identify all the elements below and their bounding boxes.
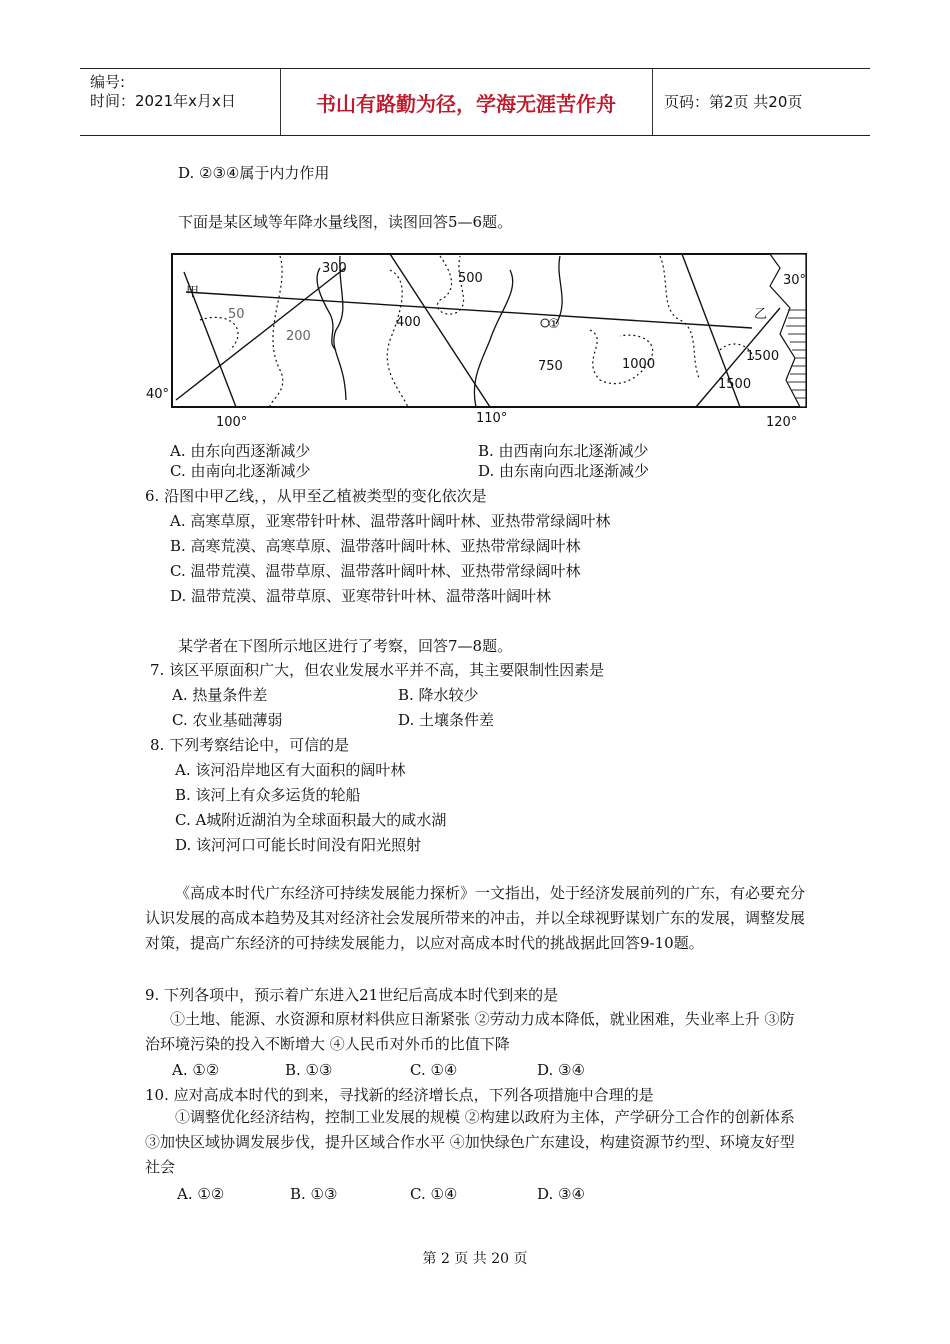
q7-option-b: B. 降水较少 bbox=[398, 686, 479, 704]
label-500: 500 bbox=[458, 271, 483, 286]
q10-option-d: D. ③④ bbox=[537, 1185, 585, 1203]
header-page-info: 页码：第2页 共20页 bbox=[664, 92, 803, 111]
label-jia: 甲 bbox=[186, 285, 200, 300]
isohyet-400b bbox=[387, 270, 408, 407]
q7-option-d: D. 土壤条件差 bbox=[398, 711, 495, 729]
q8-option-c: C. A城附近湖泊为全球面积最大的咸水湖 bbox=[175, 811, 447, 829]
q8-option-a: A. 该河沿岸地区有大面积的阔叶林 bbox=[175, 761, 406, 779]
q9-stem: 9. 下列各项中，预示着广东进入21世纪后高成本时代到来的是 bbox=[145, 986, 559, 1004]
diagonal-line-1 bbox=[176, 268, 345, 400]
page-header bbox=[80, 68, 870, 136]
label-lon120: 120° bbox=[766, 415, 798, 430]
isohyet-750 bbox=[474, 270, 512, 407]
header-meta-cell bbox=[80, 69, 281, 135]
q6-option-b: B. 高寒荒漠、高寒草原、温带落叶阔叶林、亚热带常绿阔叶林 bbox=[170, 537, 581, 555]
option-d-prev: D. ②③④属于内力作用 bbox=[178, 164, 330, 182]
header-slogan: 书山有路勤为径，学海无涯苦作舟 bbox=[316, 91, 616, 116]
q8-option-d: D. 该河河口可能长时间没有阳光照射 bbox=[175, 836, 422, 854]
passage-9-10: 《高成本时代广东经济可持续发展能力探析》一文指出，处于经济发展前列的广东，有必要充分认识发展的高成本趋势及其对经济社会发展所带来的冲击，并以全球视野谋划广东的发展，调整发展对策，提高广东经济的可持续发展能力，以应对高成本时代的挑战据此回答9-10题。 bbox=[145, 884, 806, 952]
q7-stem: 7. 该区平原面积广大，但农业发展水平并不高，其主要限制性因素是 bbox=[150, 661, 605, 679]
label-1500a: 1500 bbox=[746, 349, 780, 364]
label-50: 50 bbox=[228, 307, 245, 322]
label-lat30: 30° bbox=[782, 273, 806, 288]
label-marker: ① bbox=[548, 317, 560, 332]
q10-option-a: A. ①② bbox=[177, 1185, 225, 1203]
q9-option-d: D. ③④ bbox=[537, 1061, 585, 1079]
label-lon110: 110° bbox=[476, 411, 508, 426]
q6-stem: 6. 沿图中甲乙线，，从甲至乙植被类型的变化依次是 bbox=[145, 487, 487, 505]
q6-option-c: C. 温带荒漠、温带草原、温带落叶阔叶林、亚热带常绿阔叶林 bbox=[170, 562, 581, 580]
jia-yi-line bbox=[186, 292, 752, 328]
q10-option-c: C. ①④ bbox=[410, 1185, 458, 1203]
label-1500b: 1500 bbox=[718, 377, 752, 392]
q10-option-b: B. ①③ bbox=[290, 1185, 338, 1203]
label-lat40: 40° bbox=[146, 387, 170, 402]
q7-option-c: C. 农业基础薄弱 bbox=[172, 711, 283, 729]
isohyet-map bbox=[140, 250, 810, 435]
q10-stem: 10. 应对高成本时代的到来，寻找新的经济增长点，下列各项措施中合理的是 bbox=[145, 1086, 654, 1104]
q5-option-d: D. 由东南向西北逐渐减少 bbox=[478, 462, 650, 480]
q5-option-a: A. 由东向西逐渐减少 bbox=[170, 442, 311, 460]
label-400: 400 bbox=[396, 315, 421, 330]
doc-time-label: 时间：2021年x月x日 bbox=[90, 92, 236, 110]
label-lon100: 100° bbox=[216, 415, 248, 430]
q6-option-d: D. 温带荒漠、温带草原、亚寒带针叶林、温带落叶阔叶林 bbox=[170, 587, 552, 605]
label-300: 300 bbox=[322, 261, 347, 276]
isohyet-300 bbox=[317, 268, 336, 350]
q9-option-c: C. ①④ bbox=[410, 1061, 458, 1079]
isohyet-1000b bbox=[660, 256, 700, 380]
isohyet-400 bbox=[334, 256, 346, 400]
q9-body: ①土地、能源、水资源和原材料供应日渐紧张 ②劳动力成本降低，就业困难，失业率上升 ③防治环境污染的投入不断增大 ④人民币对外币的比值下降 bbox=[145, 1010, 795, 1053]
q10-body: ①调整优化经济结构，控制工业发展的规模 ②构建以政府为主体，产学研分工合作的创新体系 ③加快区域协调发展步伐，提升区域合作水平 ④加快绿色广东建设，构建资源节约型、环境友好型社会 bbox=[145, 1108, 795, 1176]
label-200: 200 bbox=[286, 329, 311, 344]
q6-option-a: A. 高寒草原，亚寒带针叶林、温带落叶阔叶林、亚热带常绿阔叶林 bbox=[170, 512, 611, 530]
intro-q7-8: 某学者在下图所示地区进行了考察，回答7—8题。 bbox=[178, 637, 513, 655]
header-slogan-cell bbox=[280, 69, 653, 135]
label-750: 750 bbox=[538, 359, 563, 374]
label-1000: 1000 bbox=[622, 357, 656, 372]
isohyet-50 bbox=[200, 317, 238, 350]
q5-option-b: B. 由西南向东北逐渐减少 bbox=[478, 442, 649, 460]
isohyet-600 bbox=[556, 256, 562, 324]
q8-option-b: B. 该河上有众多运货的轮船 bbox=[175, 786, 361, 804]
intro-q5-6: 下面是某区域等年降水量线图，读图回答5—6题。 bbox=[178, 213, 513, 231]
page-footer: 第 2 页 共 20 页 bbox=[422, 1251, 528, 1267]
q9-option-b: B. ①③ bbox=[285, 1061, 333, 1079]
header-page-cell bbox=[652, 69, 870, 135]
label-yi: 乙 bbox=[754, 307, 768, 322]
doc-code-label: 编号: bbox=[90, 73, 126, 91]
q9-option-a: A. ①② bbox=[172, 1061, 220, 1079]
q5-option-c: C. 由南向北逐渐减少 bbox=[170, 462, 311, 480]
q7-option-a: A. 热量条件差 bbox=[172, 686, 268, 704]
isohyet-200 bbox=[270, 256, 283, 407]
q8-stem: 8. 下列考察结论中，可信的是 bbox=[150, 736, 350, 754]
